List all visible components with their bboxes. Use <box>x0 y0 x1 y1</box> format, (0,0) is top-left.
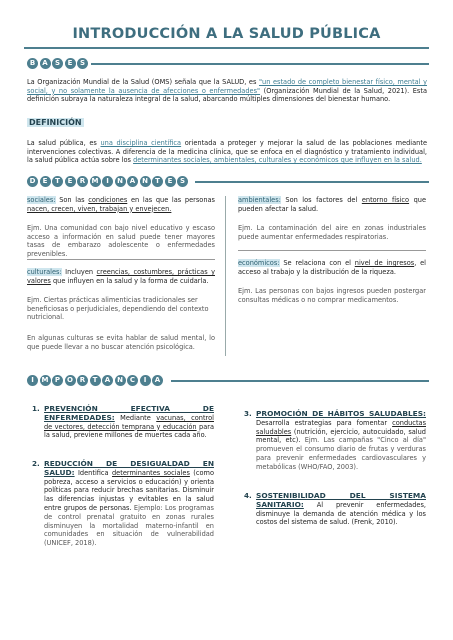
bases-badge-letter: E <box>65 58 76 69</box>
item-2-text-a: Identifica <box>74 468 112 477</box>
item-1-text-a: Mediante <box>114 413 157 422</box>
item-4-number: 4. <box>244 491 252 500</box>
bases-text-a: La Organización Mundial de la Salud (OMS) señala que la SALUD, es <box>27 78 259 86</box>
item-3-example: Ejm. Las campañas "Cinco al día" promueven el consumo diario de frutas y verduras para prevenir enfermedades cardiovasculares y metabólicas (WHO/FAO, 2003). <box>256 436 427 471</box>
importancia-badge-letter: T <box>90 375 101 386</box>
ambientales-label: ambientales: <box>238 196 281 204</box>
item-4-text-a: Al prevenir enfermedades, disminuye la demanda de atención médica y los costos del sistema de salud. (Frenk, 2010). <box>256 500 426 527</box>
importancia-item-2 <box>32 459 214 548</box>
definicion-text-a: La salud pública, es <box>27 139 101 147</box>
sociales-block <box>27 196 215 213</box>
left-divider <box>27 259 215 260</box>
determinantes-badge-letter: S <box>177 176 188 187</box>
determinantes-badge-letter: I <box>102 176 113 187</box>
ambientales-text-b: que pueden afectar la salud. <box>238 196 426 213</box>
bases-text-b: (Organización Mundial de la Salud, 2021). Esta definición subraya la naturaleza integral de la salud, abarcando múltiples dimensiones del bienestar humano. <box>27 86 427 104</box>
determinantes-line <box>195 181 429 183</box>
importancia-badge-letter: I <box>140 375 151 386</box>
culturales-text-a: Incluyen <box>61 268 97 276</box>
importancia-badge-letter: N <box>115 375 126 386</box>
item-1-text-b: para la salud, previene millones de muertes cada año. <box>44 422 214 440</box>
title-rule <box>24 47 429 49</box>
importancia-line <box>171 380 429 382</box>
determinantes-badge-letter: E <box>65 176 76 187</box>
determinantes-badge-letter: N <box>115 176 126 187</box>
bases-paragraph <box>27 78 427 104</box>
importancia-badge-letter: R <box>77 375 88 386</box>
definicion-heading: DEFINICIÓN <box>29 118 82 127</box>
item-2-underline: determinantes sociales <box>112 468 190 477</box>
item-3-number: 3. <box>244 409 252 418</box>
determinantes-badge-letter: D <box>27 176 38 187</box>
definicion-text-b: orientada a proteger y mejorar la salud de las poblaciones mediante intervenciones colectivas. A diferencia de la medicina clínica, que se enfoca en el diagnóstico y tratamiento individual, la salud pública actúa sobre los <box>27 139 428 165</box>
item-4-heading: SOSTENIBILIDAD DEL SISTEMA SANITARIO: <box>256 491 426 509</box>
item-2-heading: REDUCCIÓN DE DESIGUALDAD EN SALUD: <box>44 459 214 477</box>
economicos-text-b: , el acceso al trabajo y la distribución de la riqueza. <box>238 259 426 276</box>
economicos-label: económicos: <box>238 259 280 267</box>
economicos-example: Ejm. Las personas con bajos ingresos pueden postergar consultas médicas o no comprar medicamentos. <box>238 287 426 304</box>
item-2-example: Ejemplo: Los programas de control prenatal gratuito en zonas rurales disminuyen la mortalidad materno-infantil en comunidades en situación de vulnerabilidad (UNICEF, 2018). <box>44 503 214 548</box>
determinantes-link[interactable]: determinantes sociales, ambientales, culturales y económicos que influyen en la salud. <box>133 156 422 165</box>
importancia-item-1 <box>32 404 214 440</box>
bases-line <box>91 63 429 65</box>
importancia-badge-letter: A <box>102 375 113 386</box>
determinantes-badge-letter: R <box>77 176 88 187</box>
item-1-underline: vacunas, control de vectores, detección temprana y educación <box>44 413 214 431</box>
item-3-heading: PROMOCIÓN DE HÁBITOS SALUDABLES: <box>256 409 426 418</box>
culturales-block <box>27 268 215 285</box>
item-2-text-b: (como pobreza, acceso a servicios o educación) y orienta políticas para reducir brechas sanitarias. Disminuir las diferencias injustas y evitables en la salud entre grupos de personas. <box>44 468 214 512</box>
right-divider <box>238 250 426 251</box>
determinantes-badge-letter: N <box>140 176 151 187</box>
importancia-badge-letter: A <box>152 375 163 386</box>
item-3-text-b: (nutrición, ejercicio, autocuidado, salud mental, etc). <box>256 427 426 445</box>
bases-badge-letter: A <box>40 58 51 69</box>
bases-badge <box>27 58 88 69</box>
culturales-label: culturales: <box>27 268 62 276</box>
importancia-badge-letter: M <box>40 375 51 386</box>
column-divider <box>225 196 226 356</box>
sociales-text-a: Son las <box>55 196 89 204</box>
disciplina-link[interactable]: una disciplina científica <box>100 139 182 147</box>
determinantes-badge-letter: E <box>40 176 51 187</box>
culturales-text-b: que influyen en la salud y la forma de cuidarla. <box>50 276 209 285</box>
determinantes-badge-letter: A <box>127 176 138 187</box>
item-3-underline: conductas saludables <box>256 418 426 436</box>
economicos-block <box>238 259 426 276</box>
importancia-badge-letter: C <box>127 375 138 386</box>
bases-badge-letter: B <box>27 58 38 69</box>
importancia-badge-letter: I <box>27 375 38 386</box>
ambientales-block <box>238 196 426 213</box>
economicos-text-a: Se relaciona con el <box>279 259 355 267</box>
importancia-item-4 <box>244 491 426 527</box>
importancia-badge-letter: P <box>52 375 63 386</box>
ambientales-u: entorno físico <box>361 196 410 204</box>
item-1-number: 1. <box>32 404 40 413</box>
determinantes-badge-letter: T <box>152 176 163 187</box>
sociales-example: Ejm. Una comunidad con bajo nivel educativo y escaso acceso a información en salud puede tener mayores tasas de embarazo adolescente o enfermedades prevenibles. <box>27 224 215 258</box>
sociales-u1: condiciones <box>88 196 128 204</box>
oms-quote-link[interactable]: "un estado de completo bienestar físico, mental y social, y no solamente la ausencia de afecciones o enfermedades" <box>27 78 428 95</box>
importancia-badge <box>27 375 163 386</box>
determinantes-badge <box>27 176 188 187</box>
bases-badge-letter: S <box>77 58 88 69</box>
determinantes-badge-letter: T <box>52 176 63 187</box>
definicion-paragraph <box>27 139 427 165</box>
sociales-label: sociales: <box>27 196 56 204</box>
sociales-text-b: en las que las personas <box>127 196 215 204</box>
ambientales-text-a: Son los factores del <box>280 196 362 204</box>
item-3-text-a: Desarrolla estrategias para fomentar <box>256 418 393 427</box>
culturales-example-1: Ejm. Ciertas prácticas alimenticias tradicionales ser beneficiosas o perjudiciales, dependiendo del contexto nutricional. <box>27 296 209 322</box>
importancia-item-3 <box>244 409 427 472</box>
sociales-u2: nacen, crecen, viven, trabajan y envejecen. <box>27 204 172 213</box>
culturales-u1: creencias, costumbres, prácticas y valores <box>27 268 215 285</box>
culturales-example-2: En algunas culturas se evita hablar de salud mental, lo que puede llevar a no buscar atención psicológica. <box>27 334 215 351</box>
economicos-u: nivel de ingresos <box>354 259 415 267</box>
determinantes-badge-letter: E <box>165 176 176 187</box>
item-2-number: 2. <box>32 459 40 468</box>
bases-badge-letter: S <box>52 58 63 69</box>
importancia-badge-letter: O <box>65 375 76 386</box>
item-1-heading: PREVENCIÓN EFECTIVA DE ENFERMEDADES: <box>44 404 214 422</box>
determinantes-badge-letter: M <box>90 176 101 187</box>
ambientales-example: Ejm. La contaminación del aire en zonas industriales puede aumentar enfermedades respiratorias. <box>238 224 426 241</box>
page-title: INTRODUCCIÓN A LA SALUD PÚBLICA <box>72 26 381 42</box>
